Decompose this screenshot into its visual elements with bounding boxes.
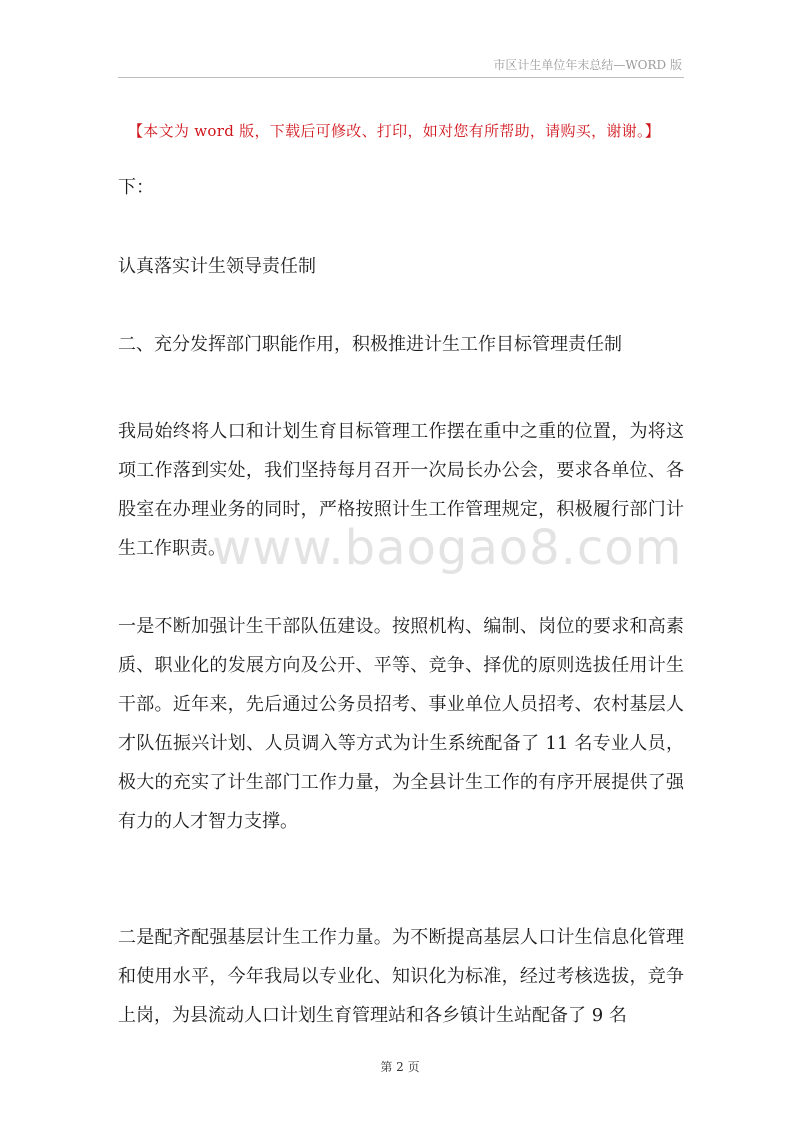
- paragraph-6: [118, 918, 684, 1035]
- paragraph-5: [118, 607, 684, 841]
- paragraph-3: [118, 325, 684, 364]
- watermark: www.baogao8.com: [212, 520, 683, 576]
- paragraph-text: 二、充分发挥部门职能作用，积极推进计生工作目标管理责任制: [118, 334, 622, 355]
- word-version-notice: 【本文为 word 版，下载后可修改、打印，如对您有所帮助，请购买，谢谢。】: [128, 122, 661, 140]
- page-number: 第 2 页: [380, 1060, 420, 1074]
- paragraph-4: [118, 412, 684, 568]
- header-divider: [118, 77, 684, 78]
- paragraph-text: 二是配齐配强基层计生工作力量。为不断提高基层人口计生信息化管理和使用水平，今年我局以专业化、知识化为标准，经过考核选拔，竞争上岗，为县流动人口计划生育管理站和各乡镇计生站配备了 9 名: [118, 927, 684, 1026]
- paragraph-2: [118, 247, 684, 286]
- paragraph-text: 我局始终将人口和计划生育目标管理工作摆在重中之重的位置，为将这项工作落到实处，我们坚持每月召开一次局长办公会，要求各单位、各股室在办理业务的同时，严格按照计生工作管理规定，积极履行部门计生工作职责。: [118, 421, 684, 559]
- paragraph-text: 认真落实计生领导责任制: [118, 256, 316, 277]
- paragraph-text: 下：: [118, 177, 154, 198]
- page-header-title: 市区计生单位年末总结—WORD 版: [493, 58, 682, 72]
- paragraph-text: 一是不断加强计生干部队伍建设。按照机构、编制、岗位的要求和高素质、职业化的发展方向及公开、平等、竞争、择优的原则选拔任用计生干部。近年来，先后通过公务员招考、事业单位人员招考、农村基层人才队伍振兴计划、人员调入等方式为计生系统配备了 11 名专业人员，极大的充实了计生部门工作力量，为全县计生工作的有序开展提供了强有力的人才智力支撑。: [118, 616, 684, 832]
- paragraph-1: [118, 168, 684, 207]
